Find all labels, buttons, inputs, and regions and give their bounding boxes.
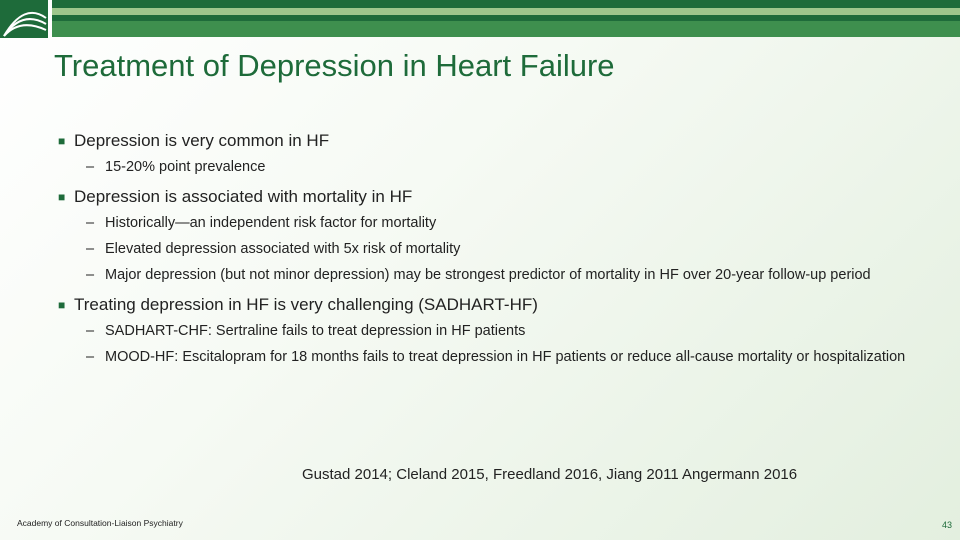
- square-bullet-icon: ■: [58, 298, 66, 312]
- slide-title: Treatment of Depression in Heart Failure: [54, 48, 615, 83]
- header-stripe-accent: [52, 8, 960, 15]
- sub-bullet-text: Historically—an independent risk factor for mortality: [105, 215, 437, 231]
- arcs-logo-icon: [0, 0, 48, 38]
- header-stripe-base: [52, 21, 960, 37]
- sub-bullet-text: 15-20% point prevalence: [105, 159, 266, 175]
- sub-bullet-text: Elevated depression associated with 5x risk of mortality: [105, 241, 461, 257]
- bullet-item: [58, 130, 918, 152]
- sub-bullet-text: SADHART-CHF: Sertraline fails to treat depression in HF patients: [105, 323, 526, 339]
- bullet-text: Treating depression in HF is very challenging (SADHART-HF): [74, 295, 538, 314]
- sub-bullet-item: [58, 212, 918, 234]
- bullet-item: [58, 294, 918, 316]
- sub-bullet-text: MOOD-HF: Escitalopram for 18 months fails to treat depression in HF patients or reduce all-cause mortality or hospitalization: [105, 349, 906, 365]
- square-bullet-icon: ■: [58, 190, 66, 204]
- dash-icon: –: [86, 323, 95, 339]
- page-number: 43: [941, 520, 952, 530]
- dash-icon: –: [86, 159, 95, 175]
- sub-bullet-item: [58, 320, 918, 342]
- dash-icon: –: [86, 215, 95, 231]
- bullet-item: [58, 186, 918, 208]
- bullet-text: Depression is very common in HF: [74, 131, 330, 150]
- sub-bullet-text: Major depression (but not minor depression) may be strongest predictor of mortality in HF over 20-year follow-up period: [105, 267, 871, 283]
- sub-bullet-item: [58, 346, 918, 368]
- header-stripe: [52, 0, 960, 8]
- dash-icon: –: [86, 241, 95, 257]
- bullet-text: Depression is associated with mortality in HF: [74, 187, 413, 206]
- dash-icon: –: [86, 349, 95, 365]
- bullet-list: [58, 130, 918, 368]
- citation: Gustad 2014; Cleland 2015, Freedland 2016, Jiang 2011 Angermann 2016: [302, 466, 798, 483]
- sub-bullet-item: [58, 264, 918, 286]
- sub-bullet-item: [58, 238, 918, 260]
- square-bullet-icon: ■: [58, 134, 66, 148]
- sub-bullet-item: [58, 156, 918, 178]
- footer-organization: Academy of Consultation-Liaison Psychiatry: [17, 518, 183, 528]
- logo: [0, 0, 48, 38]
- dash-icon: –: [86, 267, 95, 283]
